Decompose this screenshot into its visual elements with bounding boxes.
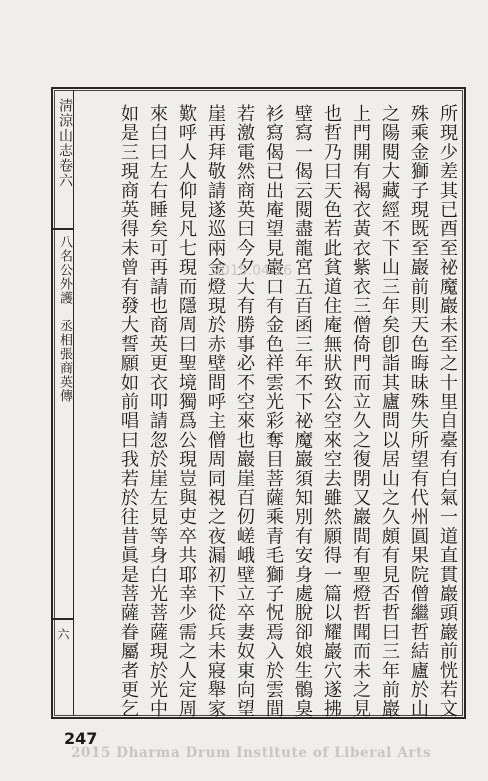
text-column: 崖再拜敬請遂巡兩金燈現於赤壁間呼主僧周同視之夜漏初下從兵未寢舉家 (205, 104, 226, 719)
margin-divider-lower (53, 618, 73, 620)
page-number: 247 (64, 729, 98, 748)
text-column: 殊乘金獅子現既至巖前則天色晦昧殊失所望有代州圓果院僧繼哲結廬於山 (408, 104, 429, 719)
text-column: 所現少差其已酉至祕魔巖未至之十里自臺有白氣一道直貫巖頭巖前恍若文 (437, 104, 458, 719)
margin-book-title: 淸涼山志卷六 (57, 98, 73, 188)
margin-subsection-name: 丞相張商英傳 (57, 319, 72, 403)
watermark: 2015 Dharma Drum Institute of Liberal Arts (71, 745, 432, 761)
date-stamp: 2015.04.16 (212, 263, 293, 279)
text-column: 如是三現商英得未曾有發大誓願如前唱曰我若於往昔眞是菩薩眷屬者更乞 (118, 104, 139, 719)
text-column: 來白曰左右睡矣可再請也商英更衣叩請忽於崖左見等身白光菩薩現於光中 (147, 104, 168, 719)
margin-section-title (55, 235, 74, 403)
text-column: 上門開有褐衣黃衣紫衣三僧倚門而立久之復閉又巖間有聖燈哲聞而未之見 (350, 104, 371, 719)
text-column: 歎呼人人仰見凡七現而隱周曰聖境獨爲公現豈與吏卒共耶幸少需之人定周 (176, 104, 197, 719)
text-column: 若激電然商英曰今夕大有勝事必不空來也巖崖百仞嵯峨壁立卒妻奴東向望 (234, 104, 255, 719)
margin-section-name: 八名公外護 (57, 235, 72, 305)
text-column: 壁寫一偈云閱盡龍宮五百函三年不下祕魔巖須知別有安身處脫卻娘生鶻臭 (292, 104, 313, 719)
margin-divider-upper (53, 228, 73, 230)
text-column: 之陽閱大藏經不下山三年矣卽詣其廬問以居山之久頗有見否哲曰三年前巖 (379, 104, 400, 719)
text-column: 也哲乃曰天色若此貧道住庵無狀致公空來空去雖然願得一篇以耀巖穴遂拂 (321, 104, 342, 719)
margin-leaf-number: 六 (56, 628, 70, 640)
text-column: 衫寫偈已出庵望見巖口有金色祥雲光彩奪目菩薩乘青毛獅子怳焉入於雲間 (263, 104, 284, 719)
